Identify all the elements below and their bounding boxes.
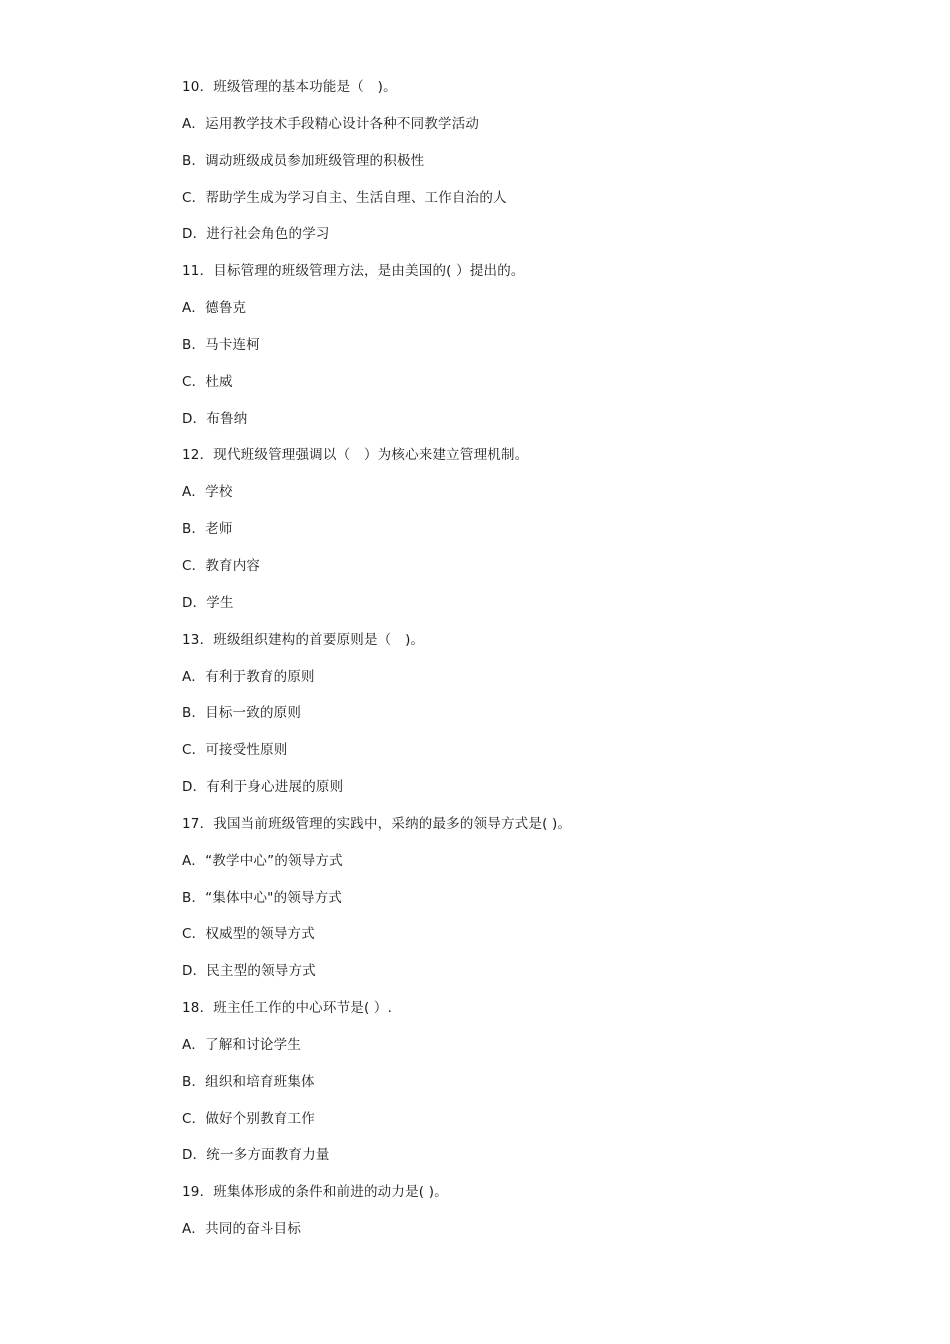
option-a: A．“教学中心”的领导方式: [182, 852, 343, 869]
option-b: B．目标一致的原则: [182, 705, 302, 722]
option-c: C．做好个别教育工作: [182, 1110, 315, 1127]
option-a: A．共同的奋斗目标: [182, 1221, 302, 1238]
option-a: A．德鲁克: [182, 300, 247, 317]
option-c: C．教育内容: [182, 557, 261, 574]
question-list: [182, 76, 882, 1255]
option-b: B．组织和培育班集体: [182, 1073, 315, 1090]
option-c: C．杜威: [182, 373, 233, 390]
question-18: 18．班主任工作的中心环节是( ）.: [182, 1000, 393, 1017]
question-13: 13．班级组织建构的首要原则是（ )。: [182, 631, 425, 648]
option-b: B．调动班级成员参加班级管理的积极性: [182, 152, 425, 169]
option-a: A．了解和讨论学生: [182, 1036, 302, 1053]
question-17: 17．我国当前班级管理的实践中，采纳的最多的领导方式是( )。: [182, 815, 572, 832]
option-b: B．马卡连柯: [182, 336, 260, 353]
option-d: D．有利于身心进展的原则: [182, 779, 344, 796]
question-12: 12．现代班级管理强调以（ ）为核心来建立管理机制。: [182, 447, 529, 464]
question-19: 19．班集体形成的条件和前进的动力是( )。: [182, 1184, 448, 1201]
option-a: A．学校: [182, 484, 233, 501]
option-d: D．布鲁纳: [182, 410, 248, 427]
question-10: 10．班级管理的基本功能是（ )。: [182, 79, 397, 95]
option-c: C．帮助学生成为学习自主、生活自理、工作自治的人: [182, 189, 507, 206]
option-b: B．老师: [182, 521, 233, 538]
option-a: A．有利于教育的原则: [182, 668, 315, 685]
option-c: C．权威型的领导方式: [182, 926, 315, 943]
option-d: D．统一多方面教育力量: [182, 1147, 330, 1164]
option-d: D．民主型的领导方式: [182, 963, 316, 980]
option-a: A．运用教学技术手段精心设计各种不同教学活动: [182, 115, 480, 132]
option-d: D．进行社会角色的学习: [182, 226, 330, 243]
question-11: 11．目标管理的班级管理方法，是由美国的( ）提出的。: [182, 263, 525, 280]
option-b: B．“集体中心"的领导方式: [182, 889, 343, 906]
option-c: C．可接受性原则: [182, 742, 288, 759]
option-d: D．学生: [182, 594, 234, 611]
